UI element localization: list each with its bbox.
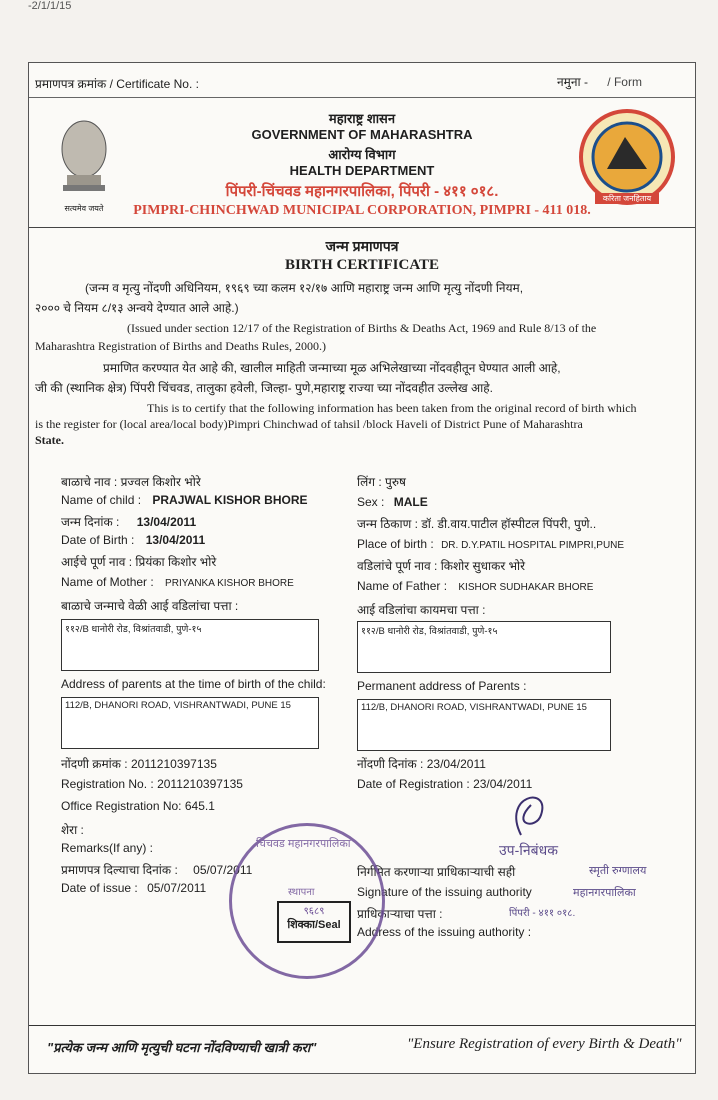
father-name: Name of Father : KISHOR SUDHAKAR BHORE (357, 579, 594, 593)
authority-address-mr-label: प्राधिकाऱ्याचा पत्ता : (357, 907, 443, 921)
corporation-stamp: महानगरपालिका (573, 887, 636, 899)
signature-label: Signature of the issuing authority (357, 885, 532, 899)
reg-no: Registration No. : 2011210397135 (61, 777, 243, 791)
rule-text-mr-1: (जन्म व मृत्यु नोंदणी अधिनियम, १९६९ च्या कलम १२/१७ आणि महाराष्ट्र जन्म आणि मृत्यु नोंदणी नियम, (85, 281, 524, 295)
rule-text-en-2: Maharashtra Registration of Births and Deaths Rules, 2000.) (35, 339, 326, 353)
pin-stamp: पिंपरी - ४११ ०१८. (509, 908, 576, 919)
form-label: नमुना - / Form (557, 75, 642, 89)
birth-address-label: Address of parents at the time of birth of the child: (61, 677, 326, 691)
footer-slogan-mr: "प्रत्येक जन्म आणि मृत्युची घटना नोंदविण्याची खात्री करा" (47, 1040, 317, 1055)
seal-center-text: स्थापना (288, 887, 315, 898)
mother-name-mr: आईचे पूर्ण नाव : प्रियंका किशोर भोरे (61, 555, 217, 569)
reg-date: Date of Registration : 23/04/2011 (357, 777, 533, 791)
permanent-address-mr-label: आई वडिलांचा कायमचा पत्ता : (357, 603, 486, 617)
place-of-birth: Place of birth : DR. D.Y.PATIL HOSPITAL PIMPRI,PUNE (357, 537, 625, 551)
certify-text-en-2: is the register for (local area/local body)Pimpri Chinchwad of tahsil /block Haveli of District Pune of Maharashtra (35, 417, 583, 431)
reg-no-mr: नोंदणी क्रमांक : 2011210397135 (61, 757, 217, 771)
place-of-birth-mr: जन्म ठिकाण : डॉ. डी.वाय.पाटील हॉस्पीटल पिंपरी, पुणे.. (357, 517, 597, 531)
corporation-title-mr: पिंपरी-चिंचवड महानगरपालिका, पिंपरी - ४११ ०१८. (225, 183, 499, 200)
seal-box (277, 901, 351, 943)
rule-text-en-1: (Issued under section 12/17 of the Registration of Births & Deaths Act, 1969 and Rule 8/13 of the (127, 321, 597, 335)
logo-caption: करिता जनहिताय (595, 193, 659, 204)
permanent-address-mr-box: ११२/B धानोरी रोड, विश्रांतवाडी, पुणे-१५ (357, 621, 611, 673)
corporation-title-en: PIMPRI-CHINCHWAD MUNICIPAL CORPORATION, PIMPRI - 411 018. (133, 203, 591, 218)
certify-text-mr-2: जी की (स्थानिक क्षेत्र) पिंपरी चिंचवड, तालुका हवेली, जिल्हा- पुणे,महाराष्ट्र राज्या च्या नोंदवहीत उल्लेख आहे. (35, 381, 493, 395)
header-divider (29, 97, 695, 98)
permanent-address-box: 112/B, DHANORI ROAD, VISHRANTWADI, PUNE 15 (357, 699, 611, 751)
gov-title-en: GOVERNMENT OF MAHARASHTRA (251, 127, 473, 142)
dob-mr: जन्म दिनांक : 13/04/2011 (61, 515, 197, 529)
corporation-logo-icon (577, 107, 677, 207)
emblem-caption: सत्यमेव जयते (64, 204, 104, 213)
child-name: Name of child : PRAJWAL KISHOR BHORE (61, 493, 308, 507)
rule-text-mr-2: २००० चे नियम ८/१३ अन्वये देण्यात आले आहे.) (35, 301, 239, 315)
certify-text-en-3: State. (35, 433, 64, 447)
signature-mr-label: निर्गमित करणाऱ्या प्राधिकाऱ्याची सही (357, 865, 516, 879)
remarks-label: Remarks(If any) : (61, 841, 154, 855)
certificate-title-en: BIRTH CERTIFICATE (284, 257, 440, 273)
certificate-title-mr: जन्म प्रमाणपत्र (325, 238, 399, 254)
certificate-page (28, 62, 696, 1074)
sex-mr: लिंग : पुरुष (357, 475, 406, 489)
remarks-mr-label: शेरा : (61, 823, 84, 837)
signature-icon (481, 785, 601, 845)
father-name-mr: वडिलांचे पूर्ण नाव : किशोर सुधाकर भोरे (357, 559, 526, 573)
birth-address-box: 112/B, DHANORI ROAD, VISHRANTWADI, PUNE 15 (61, 697, 319, 749)
child-name-mr: बाळाचे नाव : प्रज्वल किशोर भोरे (61, 475, 201, 489)
seal-label: शिक्का/Seal (287, 919, 341, 931)
issue-date: Date of issue : 05/07/2011 (61, 881, 207, 895)
mother-name: Name of Mother : PRIYANKA KISHOR BHORE (61, 575, 294, 589)
certificate-number-label: प्रमाणपत्र क्रमांक / Certificate No. : (35, 77, 199, 91)
seal-ring-text: चिंचवड महानगरपालिका (256, 838, 351, 850)
hospital-stamp: स्मृती रुग्णालय (589, 865, 647, 877)
footer-banner (29, 1025, 695, 1066)
birth-address-mr-label: बाळाचे जन्माचे वेळी आई वडिलांचा पत्ता : (61, 599, 239, 613)
issue-date-mr: प्रमाणपत्र दिल्याचा दिनांक : 05/07/2011 (61, 863, 253, 877)
certify-text-mr-1: प्रमाणित करण्यात येत आहे की, खालील माहिती जन्माच्या मूळ अभिलेखाच्या नोंदवहीतून घेण्यात आली आहे, (103, 361, 561, 375)
sex: Sex : MALE (357, 495, 428, 509)
registrar-stamp: उप-निबंधक (499, 842, 559, 858)
dob: Date of Birth : 13/04/2011 (61, 533, 206, 547)
corporation-logo (577, 107, 677, 217)
certify-text-en-1: This is to certify that the following information has been taken from the original record of birth which (147, 401, 637, 415)
reg-date-mr: नोंदणी दिनांक : 23/04/2011 (357, 757, 486, 771)
seal-number: ९६८९ (303, 906, 325, 917)
birth-address-mr-box: ११२/B धानोरी रोड, विश्रांतवाडी, पुणे-१५ (61, 619, 319, 671)
office-reg-no: Office Registration No: 645.1 (61, 799, 215, 813)
gov-title-mr: महाराष्ट्र शासन (328, 111, 396, 126)
health-title-mr: आरोग्य विभाग (328, 147, 396, 162)
authority-address-label: Address of the issuing authority : (357, 925, 532, 939)
permanent-address-label: Permanent address of Parents : (357, 679, 527, 693)
footer-slogan-en: "Ensure Registration of every Birth & Death" (407, 1036, 682, 1052)
title-divider (29, 227, 695, 228)
health-title-en: HEALTH DEPARTMENT (289, 163, 435, 178)
top-code: -2/1/1/15 (28, 0, 72, 12)
